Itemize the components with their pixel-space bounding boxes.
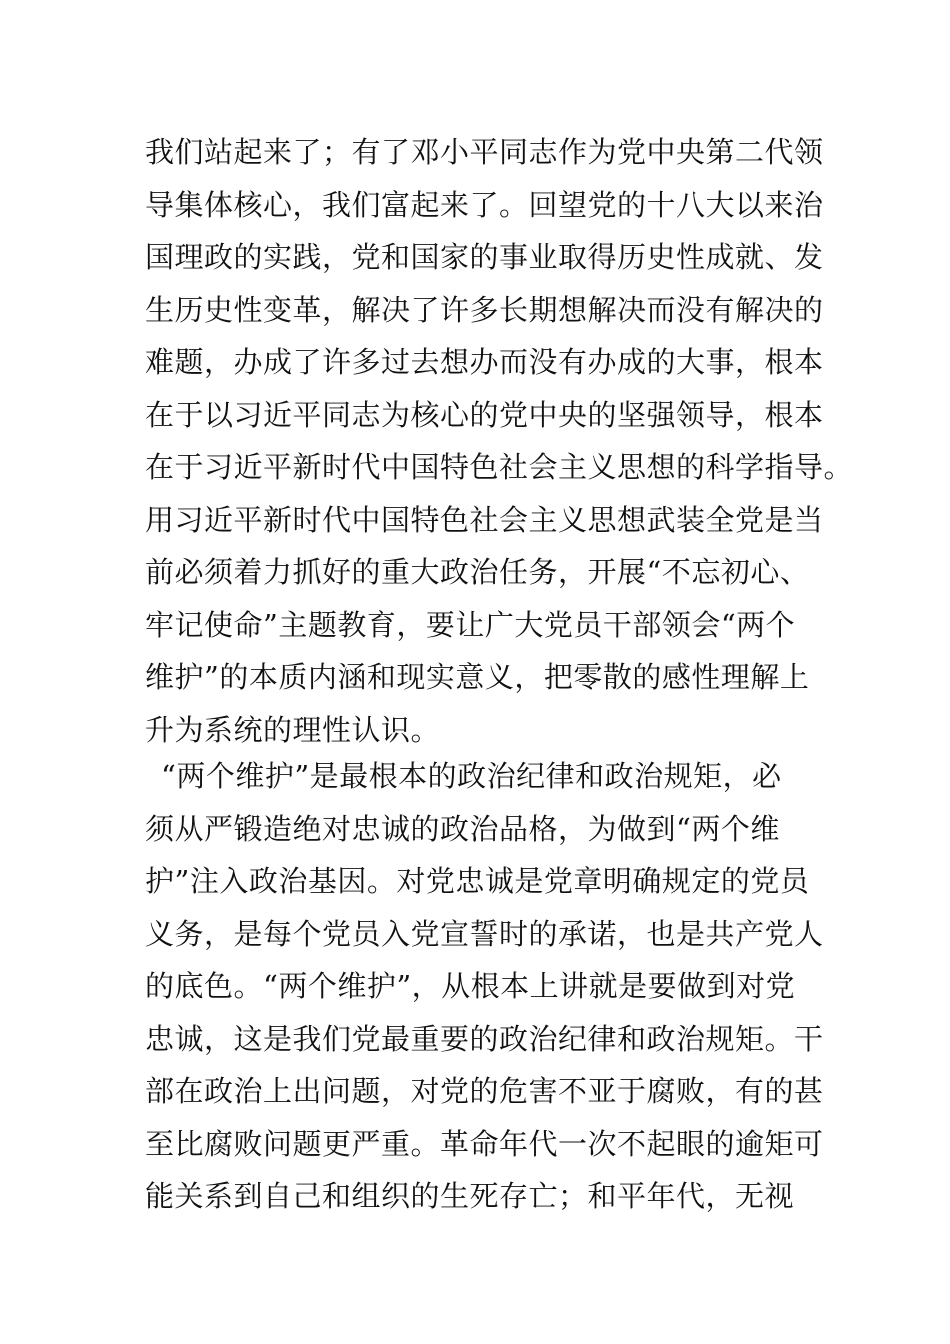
paragraph-line: 在于习近平新时代中国特色社会主义思想的科学指导。 [145, 450, 854, 484]
paragraph-line: 牢记使命”主题教育，要让广大党员干部领会“两个 [145, 607, 796, 642]
paragraph-line: 升为系统的理性认识。 [145, 712, 441, 747]
paragraph-line: 导集体核心，我们富起来了。回望党的十八大以来治 [145, 187, 824, 222]
paragraph-line: 义务，是每个党员入党宣誓时的承诺，也是共产党人 [145, 916, 824, 951]
paragraph-line: 至比腐败问题更严重。革命年代一次不起眼的逾矩可 [145, 1126, 824, 1161]
paragraph-line: 前必须着力抓好的重大政治任务，开展“不忘初心、 [145, 555, 810, 589]
paragraph-line: 难题，办成了许多过去想办而没有办成的大事，根本 [145, 345, 824, 379]
paragraph-line: 护”注入政治基因。对党忠诚是党章明确规定的党员 [145, 864, 810, 898]
paragraph-line: 我们站起来了；有了邓小平同志作为党中央第二代领 [145, 135, 824, 169]
paragraph-line: 国理政的实践，党和国家的事业取得历史性成就、发 [145, 240, 824, 274]
paragraph-line: 的底色。“两个维护”，从根本上讲就是要做到对党 [145, 969, 796, 1003]
paragraph-line: 能关系到自己和组织的生死存亡；和平年代，无视 [145, 1179, 795, 1213]
paragraph-line: 须从严锻造绝对忠诚的政治品格，为做到“两个维 [145, 811, 780, 846]
paragraph-1 [145, 126, 854, 756]
paragraph-line: 在于以习近平同志为核心的党中央的坚强领导，根本 [145, 397, 824, 432]
paragraph-line: 用习近平新时代中国特色社会主义思想武装全党是当 [145, 502, 824, 537]
paragraph-line: 维护”的本质内涵和现实意义，把零散的感性理解上 [145, 660, 810, 694]
paragraph-line: 忠诚，这是我们党最重要的政治纪律和政治规矩。干 [145, 1021, 824, 1056]
paragraph-line: 生历史性变革，解决了许多长期想解决而没有解决的 [145, 292, 824, 327]
paragraph-2 [145, 750, 845, 1223]
paragraph-line: “两个维护”是最根本的政治纪律和政治规矩，必 [161, 759, 782, 793]
paragraph-line: 部在政治上出问题，对党的危害不亚于腐败，有的甚 [145, 1074, 824, 1108]
